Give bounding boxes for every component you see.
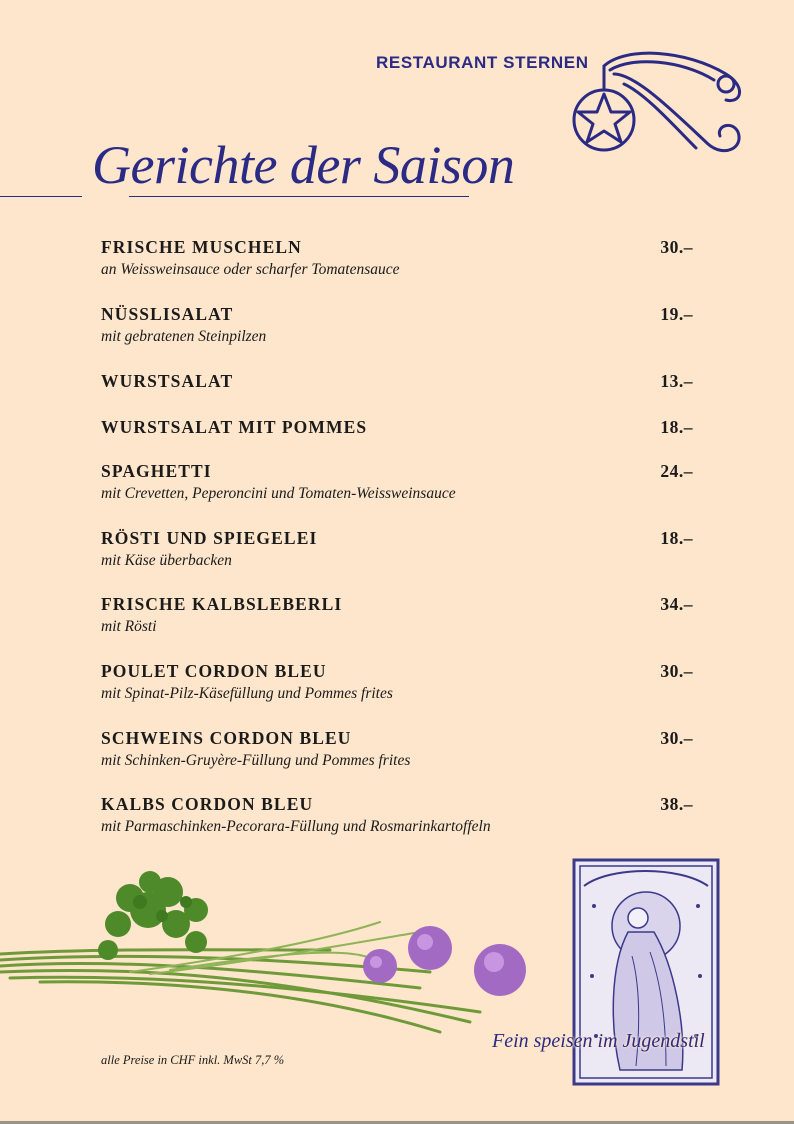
menu-item-price: 24.– [660,461,693,481]
menu-item-name: SCHWEINS CORDON BLEU [101,728,352,748]
restaurant-name: RESTAURANT STERNEN [376,53,589,72]
menu-item [101,661,693,703]
menu-item-description: mit Schinken-Gruyère-Füllung und Pommes frites [101,752,411,769]
herbs-chives-parsley-image [0,862,560,1042]
menu-item-name: RÖSTI UND SPIEGELEI [101,528,318,548]
menu-item [101,237,693,279]
menu-item-name: WURSTSALAT [101,371,234,391]
menu-item [101,304,693,346]
menu-item-description: an Weissweinsauce oder scharfer Tomatensauce [101,261,400,278]
menu-item-description: mit gebratenen Steinpilzen [101,328,267,345]
tagline: Fein speisen im Jugendstil [492,1030,705,1052]
menu-item-price: 18.– [660,528,693,548]
menu-item-price: 19.– [660,304,693,324]
menu-item-name: FRISCHE MUSCHELN [101,237,302,257]
menu-item [101,728,693,770]
art-nouveau-card-image [570,856,722,1088]
menu-item-price: 30.– [660,661,693,681]
menu-item-price: 13.– [660,371,693,391]
menu-item-price: 30.– [660,728,693,748]
menu-item-price: 38.– [660,794,693,814]
menu-item-name: SPAGHETTI [101,461,212,481]
menu-item-description: mit Käse überbacken [101,552,232,569]
menu-item-price: 34.– [660,594,693,614]
title-divider-left [0,196,82,197]
menu-item [101,371,693,392]
menu-item-name: KALBS CORDON BLEU [101,794,314,814]
page-title: Gerichte der Saison [92,135,515,195]
menu-item-name: NÜSSLISALAT [101,304,234,324]
menu-item-description: mit Parmaschinken-Pecorara-Füllung und Rosmarinkartoffeln [101,818,491,835]
menu-item-price: 30.– [660,237,693,257]
menu-item [101,794,693,836]
menu-item [101,417,693,438]
menu-item-description: mit Spinat-Pilz-Käsefüllung und Pommes frites [101,685,393,702]
star-sign-icon [566,44,756,174]
menu-item-name: POULET CORDON BLEU [101,661,327,681]
menu-item [101,594,693,636]
menu-item [101,461,693,503]
menu-item-name: FRISCHE KALBSLEBERLI [101,594,343,614]
menu-item-description: mit Crevetten, Peperoncini und Tomaten-Weissweinsauce [101,485,456,502]
menu-item [101,528,693,570]
title-divider-right [129,196,469,197]
menu-item-price: 18.– [660,417,693,437]
menu-item-name: WURSTSALAT MIT POMMES [101,417,368,437]
menu-item-description: mit Rösti [101,618,157,635]
price-note: alle Preise in CHF inkl. MwSt 7,7 % [101,1053,285,1067]
